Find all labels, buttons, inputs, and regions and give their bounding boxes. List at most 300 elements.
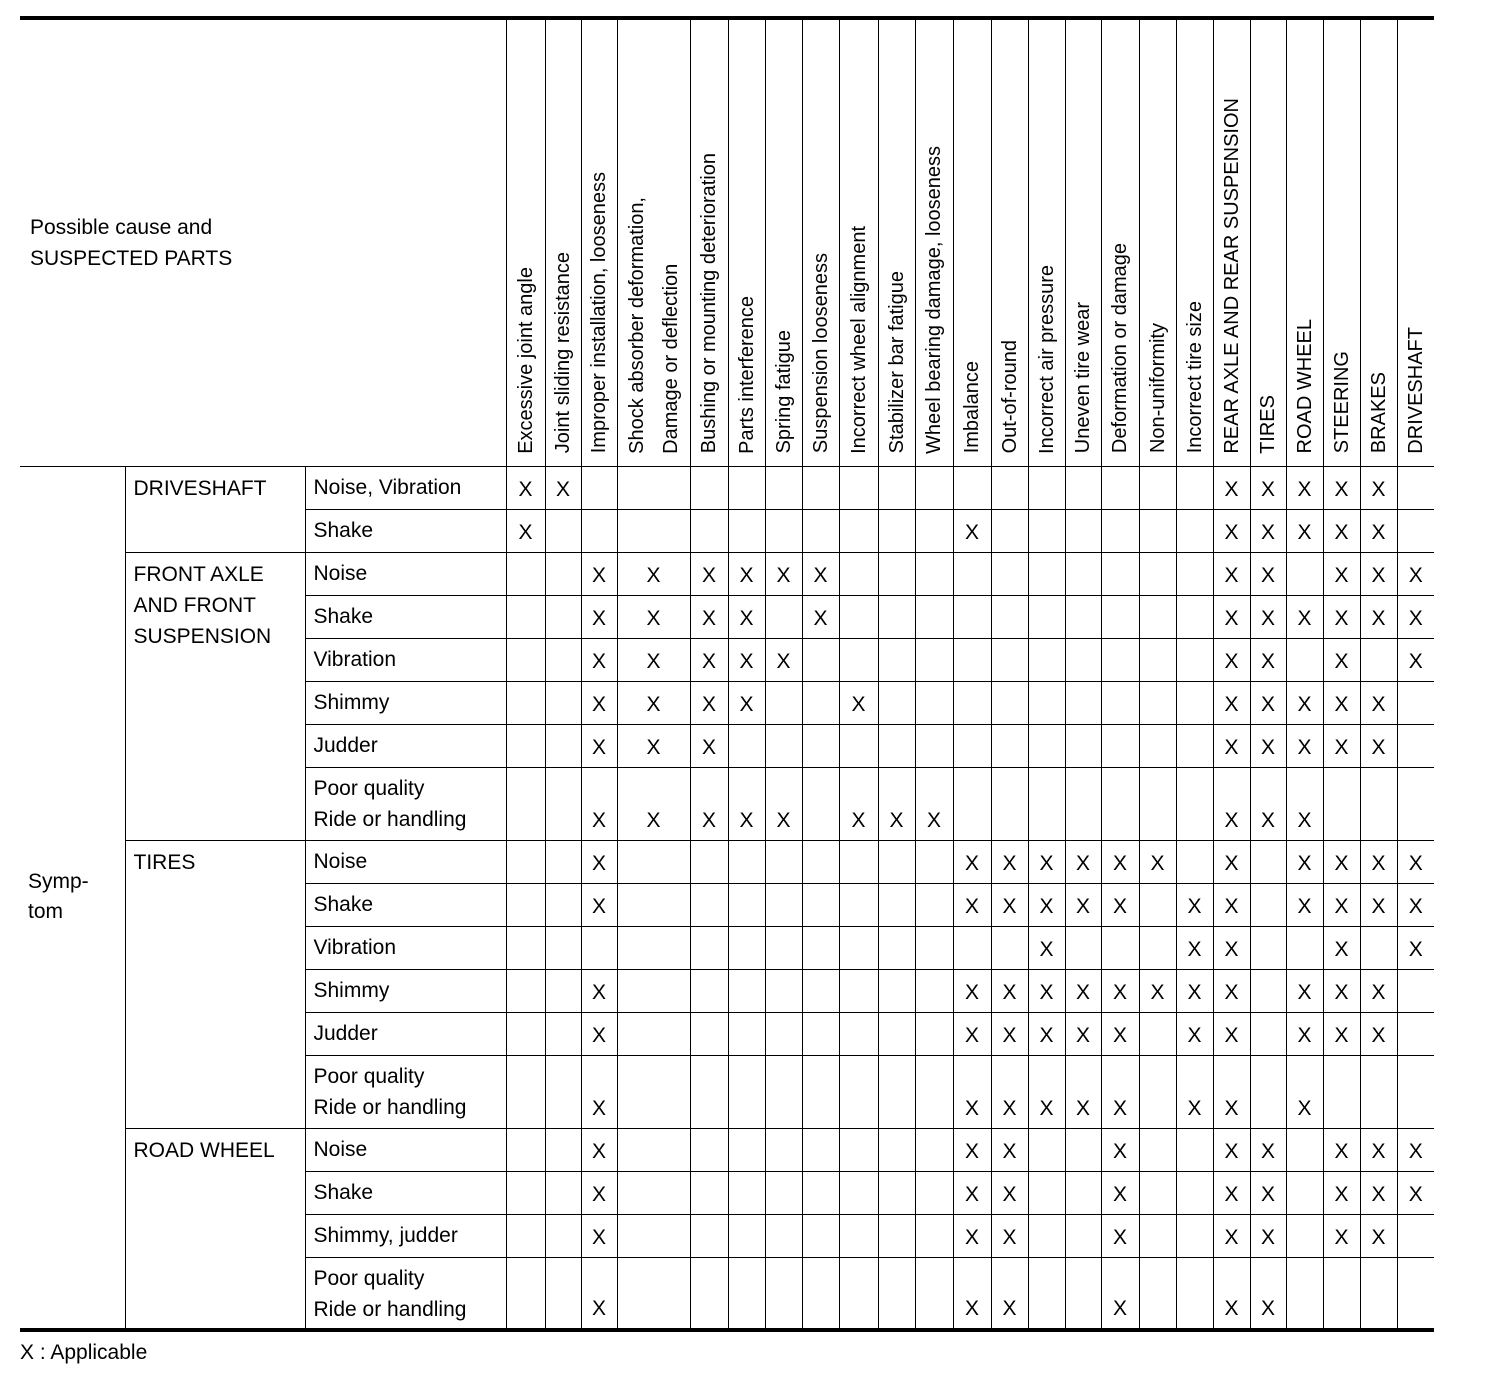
empty-cell [1176, 552, 1213, 595]
symptom-line: Noise [313, 849, 368, 873]
empty-cell [690, 509, 728, 552]
empty-cell [690, 883, 728, 926]
empty-cell [953, 681, 991, 724]
empty-cell [765, 509, 802, 552]
applicable-mark: X [581, 595, 617, 638]
empty-cell [915, 681, 953, 724]
empty-cell [617, 969, 690, 1012]
empty-cell [690, 1171, 728, 1214]
empty-cell [765, 1214, 802, 1257]
empty-cell [506, 840, 545, 883]
empty-cell [1139, 466, 1176, 509]
empty-cell [1250, 1055, 1286, 1128]
applicable-mark: X [581, 840, 617, 883]
symptom-cell [305, 595, 506, 638]
empty-cell [617, 1128, 690, 1171]
column-header-text [509, 267, 543, 466]
applicable-mark: X [1323, 883, 1360, 926]
applicable-mark: X [1323, 552, 1360, 595]
empty-cell [1101, 595, 1139, 638]
empty-cell [1065, 681, 1101, 724]
applicable-mark: X [953, 1257, 991, 1330]
empty-cell [728, 1012, 765, 1055]
empty-cell [991, 767, 1028, 840]
empty-cell [953, 767, 991, 840]
applicable-mark: X [1250, 767, 1286, 840]
symptom-line: Noise [313, 1137, 368, 1161]
part-group-line: AND FRONT [133, 593, 256, 617]
column-header-line: Imbalance [961, 361, 983, 454]
empty-cell [878, 724, 915, 767]
header-row [20, 18, 1434, 466]
applicable-mark: X [1360, 595, 1397, 638]
empty-cell [1397, 767, 1434, 840]
empty-cell [506, 1171, 545, 1214]
empty-cell [506, 969, 545, 1012]
empty-cell [1028, 1214, 1065, 1257]
column-header [878, 18, 915, 466]
empty-cell [802, 969, 839, 1012]
applicable-mark: X [953, 840, 991, 883]
part-group-line: SUSPENSION [133, 624, 272, 648]
part-group-line: ROAD WHEEL [133, 1138, 275, 1162]
empty-cell [1139, 767, 1176, 840]
empty-cell [506, 1214, 545, 1257]
column-header-text [1030, 265, 1064, 466]
applicable-mark: X [1028, 926, 1065, 969]
column-header-text [1103, 243, 1137, 465]
column-header-text [1215, 98, 1249, 466]
symptom-cell [305, 638, 506, 681]
empty-cell [1065, 724, 1101, 767]
column-header-line: ROAD WHEEL [1293, 319, 1316, 454]
empty-cell [915, 1257, 953, 1330]
empty-cell [1286, 638, 1323, 681]
applicable-mark: X [839, 681, 878, 724]
symptom-line: Judder [313, 733, 378, 757]
empty-cell [1065, 926, 1101, 969]
symptom-label [20, 466, 125, 1330]
applicable-mark: X [690, 724, 728, 767]
part-group-text [126, 841, 305, 878]
applicable-mark: X [617, 552, 690, 595]
empty-cell [1360, 926, 1397, 969]
applicable-mark: X [581, 1214, 617, 1257]
empty-cell [839, 552, 878, 595]
applicable-mark: X [690, 638, 728, 681]
empty-cell [1176, 840, 1213, 883]
empty-cell [802, 1214, 839, 1257]
empty-cell [690, 926, 728, 969]
empty-cell [1139, 1128, 1176, 1171]
column-header [1139, 18, 1176, 466]
applicable-mark: X [1397, 638, 1434, 681]
symptom-text [306, 768, 506, 835]
applicable-mark: X [1360, 1128, 1397, 1171]
symptom-text [306, 1215, 506, 1251]
empty-cell [1139, 1055, 1176, 1128]
table-row [20, 1128, 1434, 1171]
empty-cell [765, 1012, 802, 1055]
applicable-mark: X [728, 767, 765, 840]
column-header [1213, 18, 1250, 466]
symptom-cell [305, 1171, 506, 1214]
empty-cell [617, 1171, 690, 1214]
column-header-text [917, 146, 951, 466]
symptom-text [306, 1172, 506, 1208]
column-header-line: BRAKES [1367, 372, 1390, 454]
empty-cell [1176, 767, 1213, 840]
empty-cell [1286, 926, 1323, 969]
symptom-line: Shake [313, 1180, 374, 1204]
symptom-text [306, 725, 506, 761]
empty-cell [802, 926, 839, 969]
applicable-mark: X [1397, 926, 1434, 969]
column-header-line: Deformation or damage [1109, 243, 1131, 454]
applicable-mark: X [1176, 883, 1213, 926]
symptom-cell [305, 1012, 506, 1055]
empty-cell [690, 1012, 728, 1055]
empty-cell [1101, 552, 1139, 595]
empty-cell [690, 1257, 728, 1330]
empty-cell [802, 466, 839, 509]
empty-cell [802, 1012, 839, 1055]
column-header-line: Improper installation, looseness [588, 172, 610, 454]
symptom-label-line: tom [28, 900, 64, 924]
applicable-mark: X [1101, 1055, 1139, 1128]
applicable-mark: X [1286, 724, 1323, 767]
empty-cell [690, 466, 728, 509]
applicable-mark: X [1213, 1257, 1250, 1330]
empty-cell [1065, 595, 1101, 638]
empty-cell [802, 724, 839, 767]
empty-cell [617, 840, 690, 883]
applicable-mark: X [1213, 969, 1250, 1012]
diagnosis-table [20, 16, 1434, 1332]
column-header-line: Shock absorber deformation, [625, 196, 648, 454]
empty-cell [545, 1055, 581, 1128]
empty-cell [1101, 926, 1139, 969]
empty-cell [728, 1055, 765, 1128]
applicable-mark: X [1250, 1214, 1286, 1257]
column-header-line: TIRES [1257, 394, 1279, 454]
symptom-line: Shake [313, 892, 374, 916]
applicable-mark: X [617, 724, 690, 767]
empty-cell [545, 724, 581, 767]
symptom-text [306, 467, 506, 503]
applicable-mark: X [1286, 840, 1323, 883]
applicable-mark: X [1176, 926, 1213, 969]
applicable-mark: X [802, 595, 839, 638]
empty-cell [1139, 883, 1176, 926]
empty-cell [839, 1012, 878, 1055]
empty-cell [617, 509, 690, 552]
empty-cell [1286, 1257, 1323, 1330]
applicable-mark: X [581, 1012, 617, 1055]
empty-cell [839, 466, 878, 509]
empty-cell [506, 724, 545, 767]
applicable-mark: X [581, 724, 617, 767]
applicable-mark: X [1323, 724, 1360, 767]
footnote: X : Applicable [20, 1341, 148, 1364]
applicable-mark: X [690, 595, 728, 638]
applicable-mark: X [690, 681, 728, 724]
empty-cell [802, 509, 839, 552]
applicable-mark: X [802, 552, 839, 595]
empty-cell [765, 883, 802, 926]
symptom-text [306, 553, 506, 589]
symptom-text [306, 884, 506, 920]
applicable-mark: X [1101, 883, 1139, 926]
applicable-mark: X [1176, 969, 1213, 1012]
column-header [1360, 18, 1397, 466]
symptom-line: Judder [313, 1021, 378, 1045]
part-group-line: TIRES [133, 850, 196, 874]
empty-cell [802, 767, 839, 840]
empty-cell [617, 926, 690, 969]
empty-cell [1360, 767, 1397, 840]
empty-cell [1139, 681, 1176, 724]
applicable-mark: X [581, 1128, 617, 1171]
empty-cell [1286, 552, 1323, 595]
empty-cell [581, 509, 617, 552]
applicable-mark: X [915, 767, 953, 840]
symptom-line: Noise, Vibration [313, 475, 462, 499]
empty-cell [878, 1214, 915, 1257]
column-header-text [993, 340, 1027, 465]
applicable-mark: X [1101, 1171, 1139, 1214]
empty-cell [839, 724, 878, 767]
applicable-mark: X [581, 638, 617, 681]
empty-cell [1360, 638, 1397, 681]
column-header-text [730, 296, 764, 466]
applicable-mark: X [1250, 724, 1286, 767]
column-header-line: Wheel bearing damage, looseness [923, 145, 945, 454]
empty-cell [1028, 1171, 1065, 1214]
empty-cell [1065, 1128, 1101, 1171]
column-header-text [767, 330, 801, 465]
symptom-line: Noise [313, 561, 368, 585]
symptom-line: Shimmy, judder [313, 1223, 458, 1247]
applicable-mark: X [991, 1257, 1028, 1330]
symptom-text [306, 682, 506, 718]
empty-cell [765, 969, 802, 1012]
part-group-text [126, 467, 305, 504]
symptom-line: Shake [313, 604, 374, 628]
column-header-text [1399, 327, 1433, 466]
applicable-mark: X [581, 1257, 617, 1330]
empty-cell [878, 681, 915, 724]
column-header-text [1288, 319, 1322, 465]
empty-cell [728, 1171, 765, 1214]
empty-cell [690, 840, 728, 883]
empty-cell [1065, 1257, 1101, 1330]
column-header-line: Suspension looseness [809, 253, 832, 454]
empty-cell [1176, 638, 1213, 681]
empty-cell [1397, 681, 1434, 724]
empty-cell [839, 1257, 878, 1330]
column-header-line: Incorrect air pressure [1035, 264, 1058, 454]
empty-cell [1176, 1128, 1213, 1171]
column-header [991, 18, 1028, 466]
empty-cell [765, 681, 802, 724]
empty-cell [915, 1055, 953, 1128]
applicable-mark: X [1213, 595, 1250, 638]
column-header [915, 18, 953, 466]
empty-cell [878, 509, 915, 552]
empty-cell [765, 1055, 802, 1128]
symptom-text [306, 1129, 506, 1165]
symptom-cell [305, 724, 506, 767]
empty-cell [1176, 595, 1213, 638]
applicable-mark: X [1213, 1012, 1250, 1055]
column-header [802, 18, 839, 466]
symptom-cell [305, 969, 506, 1012]
applicable-mark: X [1397, 1128, 1434, 1171]
empty-cell [545, 926, 581, 969]
column-header-line: Damage or deflection [659, 263, 682, 454]
empty-cell [991, 638, 1028, 681]
empty-cell [802, 840, 839, 883]
applicable-mark: X [1065, 1012, 1101, 1055]
column-header-text [1178, 301, 1212, 465]
empty-cell [728, 969, 765, 1012]
part-group-text [126, 1129, 305, 1166]
symptom-cell [305, 840, 506, 883]
applicable-mark: X [728, 595, 765, 638]
part-group-line: DRIVESHAFT [133, 476, 267, 500]
applicable-mark: X [690, 552, 728, 595]
applicable-mark: X [1213, 840, 1250, 883]
applicable-mark: X [1397, 1171, 1434, 1214]
applicable-mark: X [1323, 1128, 1360, 1171]
empty-cell [1323, 1055, 1360, 1128]
applicable-mark: X [1213, 724, 1250, 767]
column-header-line: Out-of-round [998, 340, 1021, 454]
empty-cell [1065, 552, 1101, 595]
empty-cell [1397, 466, 1434, 509]
empty-cell [878, 552, 915, 595]
empty-cell [915, 1214, 953, 1257]
empty-cell [617, 1257, 690, 1330]
empty-cell [991, 681, 1028, 724]
empty-cell [878, 926, 915, 969]
applicable-mark: X [991, 1214, 1028, 1257]
column-header [953, 18, 991, 466]
part-group-label [125, 466, 305, 552]
symptom-line: Ride or handling [313, 807, 467, 831]
applicable-mark: X [1323, 840, 1360, 883]
column-header-line: Non-uniformity [1146, 323, 1169, 454]
empty-cell [1250, 926, 1286, 969]
empty-cell [1065, 509, 1101, 552]
empty-cell [1360, 1055, 1397, 1128]
empty-cell [545, 1012, 581, 1055]
empty-cell [765, 1257, 802, 1330]
empty-cell [765, 724, 802, 767]
applicable-mark: X [1250, 509, 1286, 552]
applicable-mark: X [1139, 840, 1176, 883]
applicable-mark: X [1250, 1128, 1286, 1171]
applicable-mark: X [765, 638, 802, 681]
corner-label-line: SUSPECTED PARTS [30, 246, 233, 270]
empty-cell [839, 840, 878, 883]
empty-cell [839, 509, 878, 552]
empty-cell [878, 466, 915, 509]
empty-cell [915, 1128, 953, 1171]
column-header-text [842, 226, 876, 466]
applicable-mark: X [617, 638, 690, 681]
empty-cell [991, 509, 1028, 552]
applicable-mark: X [1213, 1214, 1250, 1257]
applicable-mark: X [1028, 1012, 1065, 1055]
applicable-mark: X [1213, 552, 1250, 595]
empty-cell [1101, 681, 1139, 724]
symptom-line: Shimmy [313, 690, 390, 714]
column-header-text [1325, 351, 1359, 465]
empty-cell [1028, 552, 1065, 595]
applicable-mark: X [1286, 595, 1323, 638]
empty-cell [1139, 509, 1176, 552]
empty-cell [1176, 1171, 1213, 1214]
empty-cell [1139, 1257, 1176, 1330]
column-header [1250, 18, 1286, 466]
symptom-cell [305, 552, 506, 595]
applicable-mark: X [1213, 767, 1250, 840]
empty-cell [915, 552, 953, 595]
empty-cell [506, 1055, 545, 1128]
column-header-text [546, 252, 580, 465]
applicable-mark: X [581, 969, 617, 1012]
applicable-mark: X [1213, 1171, 1250, 1214]
empty-cell [506, 552, 545, 595]
column-header-text [1251, 395, 1285, 466]
applicable-mark: X [1323, 638, 1360, 681]
empty-cell [878, 638, 915, 681]
empty-cell [802, 1055, 839, 1128]
symptom-text [306, 639, 506, 675]
applicable-mark: X [1286, 681, 1323, 724]
corner-label [20, 18, 506, 466]
applicable-mark: X [1139, 969, 1176, 1012]
empty-cell [991, 466, 1028, 509]
empty-cell [839, 595, 878, 638]
column-header-line: DRIVESHAFT [1404, 326, 1427, 454]
symptom-line: Poor quality [313, 1266, 425, 1290]
column-header [839, 18, 878, 466]
empty-cell [991, 926, 1028, 969]
empty-cell [545, 840, 581, 883]
empty-cell [765, 466, 802, 509]
empty-cell [1286, 1128, 1323, 1171]
applicable-mark: X [991, 1128, 1028, 1171]
empty-cell [878, 840, 915, 883]
applicable-mark: X [506, 509, 545, 552]
applicable-mark: X [1286, 969, 1323, 1012]
empty-cell [915, 638, 953, 681]
empty-cell [545, 638, 581, 681]
empty-cell [1397, 1257, 1434, 1330]
empty-cell [839, 1214, 878, 1257]
empty-cell [1065, 1214, 1101, 1257]
symptom-cell [305, 1128, 506, 1171]
applicable-mark: X [1286, 466, 1323, 509]
empty-cell [1028, 509, 1065, 552]
column-header [617, 18, 690, 466]
symptom-line: Poor quality [313, 1064, 425, 1088]
applicable-mark: X [1323, 509, 1360, 552]
applicable-mark: X [1213, 883, 1250, 926]
